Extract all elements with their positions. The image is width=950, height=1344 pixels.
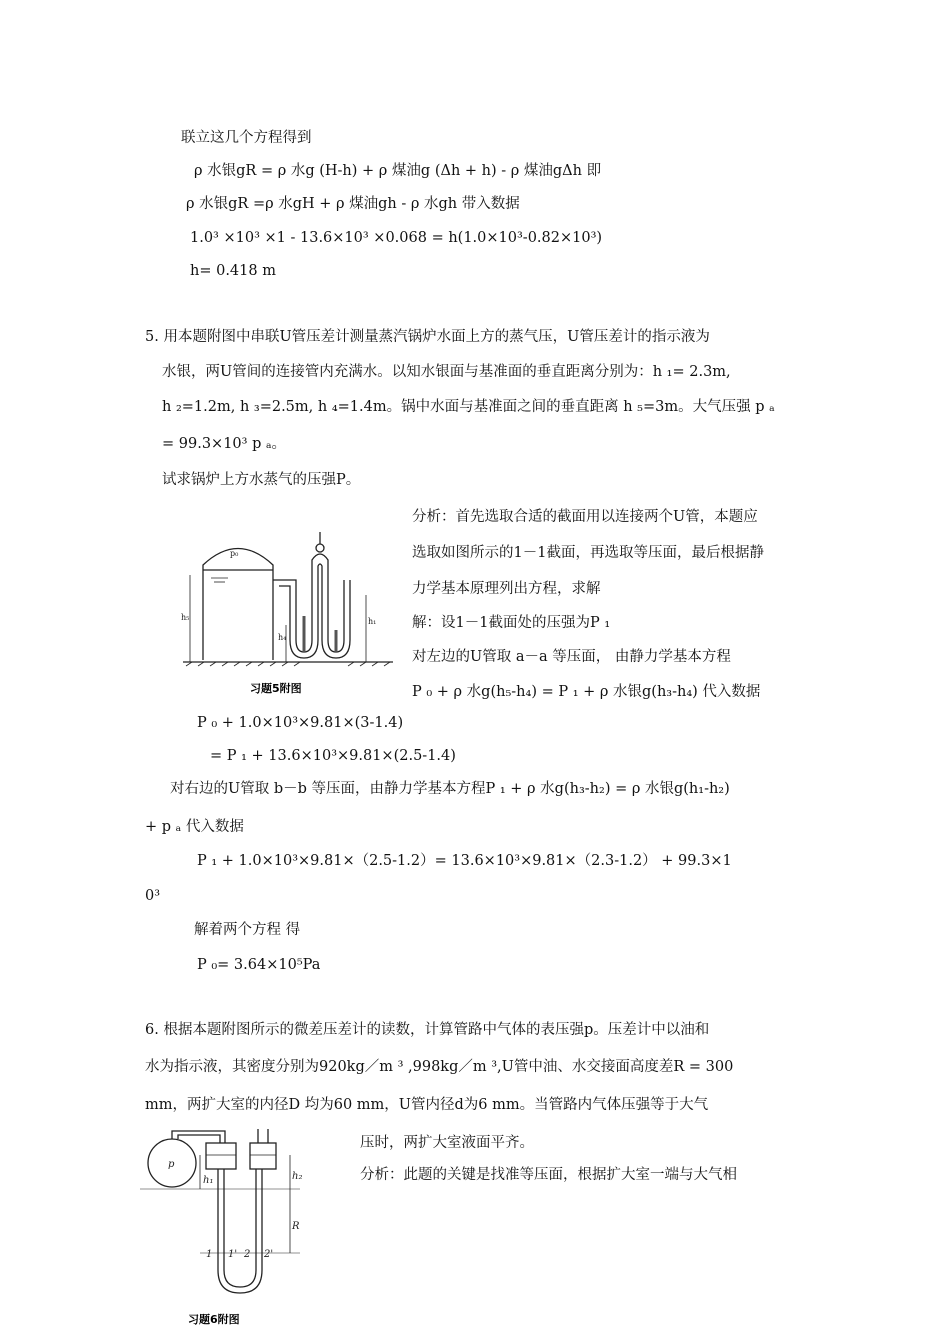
problem-6-text: 水为指示液，其密度分别为920kg／m ³ ,998kg／m ³,U管中油、水交接面高度差R = 300 xyxy=(145,1059,734,1075)
problem-5-text: = 99.3×10³ p ₐ。 xyxy=(162,436,287,452)
analysis-text: 分析：此题的关键是找准等压面，根据扩大室一端与大气相 xyxy=(360,1167,737,1183)
equation-line: = P ₁ + 13.6×10³×9.81×(2.5-1.4) xyxy=(210,748,456,764)
problem-6-text: 压时，两扩大室液面平齐。 xyxy=(360,1135,534,1151)
label-2p: 2' xyxy=(264,1249,274,1260)
equation-line: ρ 水银gR =ρ 水gH + ρ 煤油gh - ρ 水gh 带入数据 xyxy=(186,196,520,212)
figure-5-caption: 习题5附图 xyxy=(250,682,302,695)
label-h5: h₅ xyxy=(181,613,190,622)
solution-text: + p ₐ 代入数据 xyxy=(145,819,244,835)
figure-6-caption: 习题6附图 xyxy=(188,1313,240,1326)
analysis-text: 分析：首先选取合适的截面用以连接两个U管，本题应 xyxy=(412,509,758,525)
equation-line: P ₀ + 1.0×10³×9.81×(3-1.4) xyxy=(197,715,404,731)
solution-text: 对左边的U管取 a－a 等压面， 由静力学基本方程 xyxy=(412,649,731,665)
problem-6-text: 6. 根据本题附图所示的微差压差计的读数，计算管路中气体的表压强p。压差计中以油和 xyxy=(145,1022,710,1038)
label-2: 2 xyxy=(244,1249,251,1260)
solution-text: 对右边的U管取 b－b 等压面，由静力学基本方程P ₁ + ρ 水g(h₃-h₂) = ρ 水银g(h₁-h₂) xyxy=(170,781,730,797)
problem-5-text: 5. 用本题附图中串联U管压差计测量蒸汽锅炉水面上方的蒸气压，U管压差计的指示液为 xyxy=(145,329,710,345)
equation-line: 0³ xyxy=(145,888,161,904)
result-line: h= 0.418 m xyxy=(190,263,276,279)
label-h1: h₁ xyxy=(203,1175,214,1186)
label-p0: p₀ xyxy=(230,549,239,558)
analysis-text: 选取如图所示的1－1截面，再选取等压面，最后根据静 xyxy=(412,545,764,561)
problem-5-text: 试求锅炉上方水蒸气的压强P。 xyxy=(162,472,361,488)
label-h4: h₄ xyxy=(278,633,287,642)
figure-6 xyxy=(140,1125,310,1330)
label-R: R xyxy=(292,1221,300,1232)
problem-5-text: h ₂=1.2m, h ₃=2.5m, h ₄=1.4m。锅中水面与基准面之间的垂直距离 h ₅=3m。大气压强 p ₐ xyxy=(162,399,775,415)
label-1p: 1' xyxy=(228,1249,238,1260)
label-h2: h₂ xyxy=(292,1171,303,1182)
label-p: p xyxy=(168,1159,175,1170)
figure-5 xyxy=(178,520,408,700)
equation-line: 1.0³ ×10³ ×1 - 13.6×10³ ×0.068 = h(1.0×10³-0.82×10³) xyxy=(190,230,603,246)
problem-5-text: 水银，两U管间的连接管内充满水。以知水银面与基准面的垂直距离分别为：h ₁= 2.3m, xyxy=(162,364,731,380)
equation-line: P ₁ + 1.0×10³×9.81×（2.5-1.2）= 13.6×10³×9.81×（2.3-1.2） + 99.3×1 xyxy=(197,853,732,869)
equation-line: ρ 水银gR = ρ 水g (H-h) + ρ 煤油g (Δh + h) - ρ 煤油gΔh 即 xyxy=(194,163,602,179)
problem-6-text: mm，两扩大室的内径D 均为60 mm，U管内径d为6 mm。当管路内气体压强等于大气 xyxy=(145,1097,709,1113)
solution-text: 解着两个方程 得 xyxy=(194,922,301,938)
label-1: 1 xyxy=(206,1249,213,1260)
result-line: P ₀= 3.64×10⁵Pa xyxy=(197,957,321,973)
analysis-text: 力学基本原理列出方程，求解 xyxy=(412,581,601,597)
equation-line: P ₀ + ρ 水g(h₅-h₄) = P ₁ + ρ 水银g(h₃-h₄) 代入数据 xyxy=(412,684,761,700)
solution-text: 解：设1－1截面处的压强为P ₁ xyxy=(412,615,611,631)
text-line: 联立这几个方程得到 xyxy=(181,130,312,146)
label-h1: h₁ xyxy=(368,617,377,626)
